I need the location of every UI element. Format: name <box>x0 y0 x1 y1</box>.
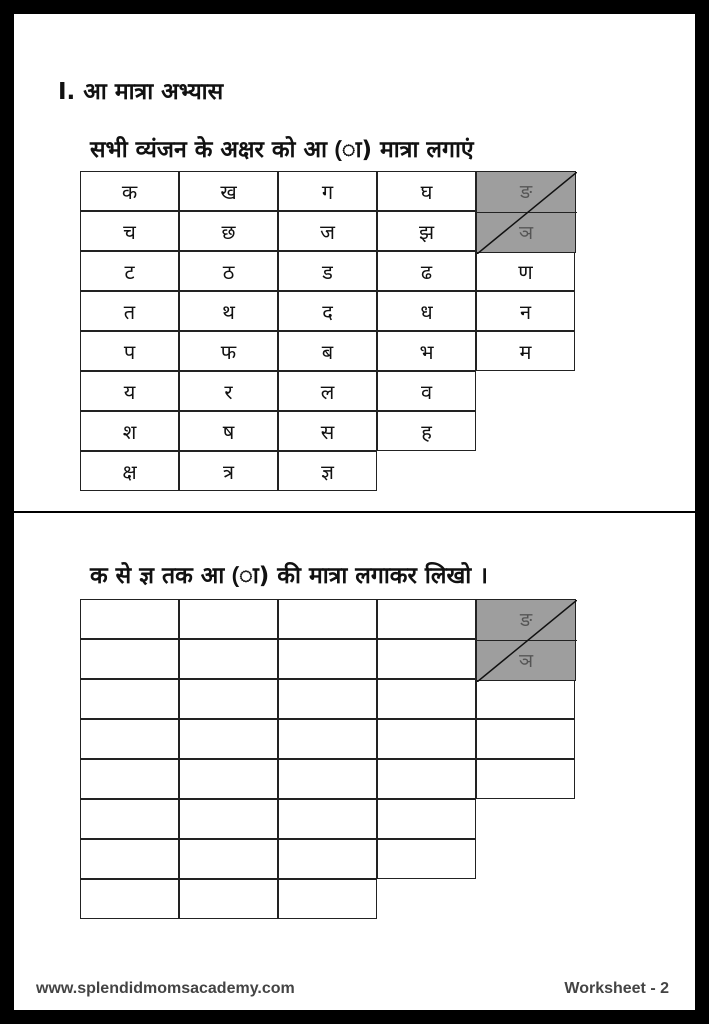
practice-cell[interactable] <box>377 799 476 839</box>
reference-cell: ब <box>278 331 377 371</box>
practice-cell[interactable] <box>377 679 476 719</box>
reference-cell: च <box>80 211 179 251</box>
practice-cell[interactable] <box>377 759 476 799</box>
practice-cell[interactable] <box>80 799 179 839</box>
reference-cell: छ <box>179 211 278 251</box>
reference-cell: ड <box>278 251 377 291</box>
reference-cell: ज्ञ <box>278 451 377 491</box>
practice-cell[interactable] <box>179 799 278 839</box>
reference-cell: ण <box>476 251 575 291</box>
reference-cell: त्र <box>179 451 278 491</box>
reference-cell: र <box>179 371 278 411</box>
reference-cell: म <box>476 331 575 371</box>
practice-cell[interactable] <box>179 839 278 879</box>
practice-cell[interactable] <box>179 879 278 919</box>
reference-cell: श <box>80 411 179 451</box>
reference-cell: ग <box>278 171 377 211</box>
reference-cell: ठ <box>179 251 278 291</box>
reference-cell: ध <box>377 291 476 331</box>
section-title: I. आ मात्रा अभ्यास <box>58 79 224 105</box>
reference-cell: व <box>377 371 476 411</box>
reference-cell: ष <box>179 411 278 451</box>
reference-cell: ज <box>278 211 377 251</box>
practice-cell[interactable] <box>278 599 377 639</box>
practice-cell[interactable] <box>278 679 377 719</box>
practice-cell[interactable] <box>80 719 179 759</box>
practice-cell[interactable] <box>80 759 179 799</box>
reference-cell: ल <box>278 371 377 411</box>
practice-cell[interactable] <box>80 599 179 639</box>
section-divider <box>14 511 695 513</box>
shaded-letter-bottom: ञ <box>518 650 534 672</box>
shaded-letter-top: ङ <box>519 181 533 203</box>
practice-cell[interactable] <box>278 639 377 679</box>
practice-cell[interactable] <box>80 679 179 719</box>
reference-cell: द <box>278 291 377 331</box>
instruction-practice: क से ज्ञ तक आ (ा) की मात्रा लगाकर लिखो । <box>90 563 488 589</box>
practice-cell[interactable] <box>278 799 377 839</box>
reference-cell: घ <box>377 171 476 211</box>
reference-cell: त <box>80 291 179 331</box>
reference-cell: फ <box>179 331 278 371</box>
practice-cell[interactable] <box>80 879 179 919</box>
practice-cell[interactable] <box>377 599 476 639</box>
reference-cell: भ <box>377 331 476 371</box>
shaded-letter-top: ङ <box>519 609 533 631</box>
reference-cell: क <box>80 171 179 211</box>
practice-cell[interactable] <box>377 839 476 879</box>
practice-cell[interactable] <box>476 759 575 799</box>
practice-cell[interactable] <box>179 599 278 639</box>
footer-website: www.splendidmomsacademy.com <box>36 980 295 997</box>
practice-cell[interactable] <box>179 759 278 799</box>
practice-cell[interactable] <box>278 719 377 759</box>
reference-cell: ट <box>80 251 179 291</box>
practice-cell[interactable] <box>278 879 377 919</box>
reference-cell: क्ष <box>80 451 179 491</box>
practice-cell[interactable] <box>80 839 179 879</box>
reference-shaded-box <box>476 171 576 253</box>
practice-cell[interactable] <box>476 719 575 759</box>
practice-shaded-box <box>476 599 576 681</box>
practice-cell[interactable] <box>179 719 278 759</box>
practice-cell[interactable] <box>278 759 377 799</box>
reference-cell: ख <box>179 171 278 211</box>
reference-cell: झ <box>377 211 476 251</box>
instruction-reference: सभी व्यंजन के अक्षर को आ (ा) मात्रा लगाएं <box>90 137 474 163</box>
reference-cell: ढ <box>377 251 476 291</box>
practice-cell[interactable] <box>476 679 575 719</box>
reference-cell: थ <box>179 291 278 331</box>
practice-cell[interactable] <box>80 639 179 679</box>
practice-cell[interactable] <box>377 719 476 759</box>
practice-cell[interactable] <box>179 639 278 679</box>
footer-worksheet-label: Worksheet - 2 <box>564 980 669 997</box>
shaded-letter-bottom: ञ <box>518 222 534 244</box>
reference-cell: प <box>80 331 179 371</box>
reference-cell: स <box>278 411 377 451</box>
reference-cell: ह <box>377 411 476 451</box>
worksheet-page <box>14 14 695 1010</box>
practice-cell[interactable] <box>179 679 278 719</box>
reference-cell: न <box>476 291 575 331</box>
practice-cell[interactable] <box>377 639 476 679</box>
practice-cell[interactable] <box>278 839 377 879</box>
reference-cell: य <box>80 371 179 411</box>
